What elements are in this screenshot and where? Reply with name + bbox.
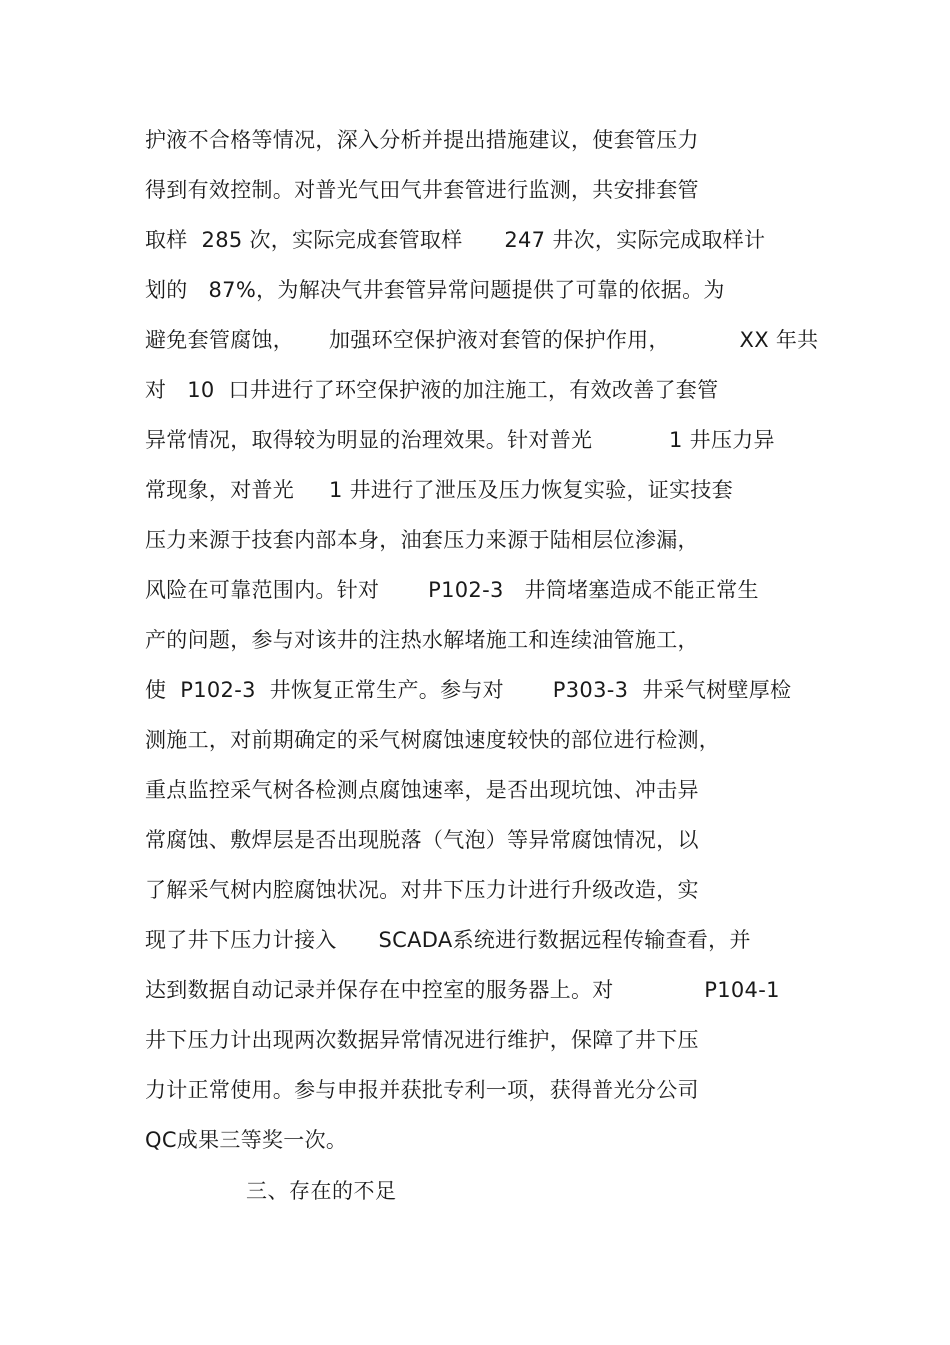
section-heading: 三、存在的不足: [246, 1179, 397, 1203]
paragraph-line: 护液不合格等情况，深入分析并提出措施建议，使套管压力: [145, 128, 699, 152]
paragraph-line: 划的 87%，为解决气井套管异常问题提供了可靠的依据。为: [145, 278, 725, 302]
paragraph-line: 取样 285 次，实际完成套管取样 247 井次，实际完成取样计: [145, 228, 766, 252]
paragraph-line: 达到数据自动记录并保存在中控室的服务器上。对 P104-1: [145, 978, 780, 1002]
paragraph-line: 得到有效控制。对普光气田气井套管进行监测，共安排套管: [145, 178, 699, 202]
paragraph-line: 异常情况，取得较为明显的治理效果。针对普光 1 井压力异: [145, 428, 775, 452]
paragraph-line: 对 10 口井进行了环空保护液的加注施工，有效改善了套管: [145, 378, 719, 402]
paragraph-line: 常腐蚀、敷焊层是否出现脱落（气泡）等异常腐蚀情况，以: [145, 828, 699, 852]
paragraph-line: 现了井下压力计接入 SCADA系统进行数据远程传输查看，并: [145, 928, 751, 952]
paragraph-line: 了解采气树内腔腐蚀状况。对井下压力计进行升级改造，实: [145, 878, 699, 902]
paragraph-line: 测施工，对前期确定的采气树腐蚀速度较快的部位进行检测，: [145, 728, 721, 752]
paragraph-line: 避免套管腐蚀， 加强环空保护液对套管的保护作用， XX 年共: [145, 328, 819, 352]
paragraph-line: 常现象，对普光 1 井进行了泄压及压力恢复实验，证实技套: [145, 478, 734, 502]
paragraph-line: 使 P102-3 井恢复正常生产。参与对 P303-3 井采气树壁厚检: [145, 678, 792, 702]
paragraph-line: 产的问题，参与对该井的注热水解堵施工和连续油管施工，: [145, 628, 699, 652]
paragraph-line: QC成果三等奖一次。: [145, 1128, 348, 1152]
paragraph-line: 力计正常使用。参与申报并获批专利一项，获得普光分公司: [145, 1078, 699, 1102]
paragraph-line: 压力来源于技套内部本身，油套压力来源于陆相层位渗漏，: [145, 528, 699, 552]
paragraph-line: 风险在可靠范围内。针对 P102-3 井筒堵塞造成不能正常生: [145, 578, 759, 602]
paragraph-line: 井下压力计出现两次数据异常情况进行维护，保障了井下压: [145, 1028, 699, 1052]
paragraph-line: 重点监控采气树各检测点腐蚀速率，是否出现坑蚀、冲击异: [145, 778, 699, 802]
